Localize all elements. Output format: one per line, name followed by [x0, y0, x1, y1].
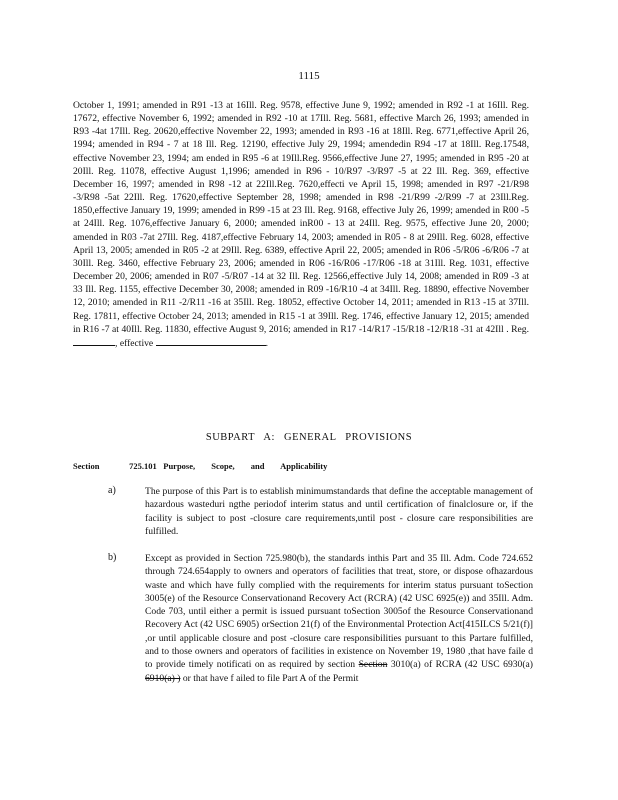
subsection-b-text: [145, 552, 533, 685]
struck-text-section: Section: [358, 659, 388, 671]
history-reg-suffix: ,: [115, 337, 118, 349]
page-number: 1115: [298, 70, 320, 82]
reg-page-blank: [73, 336, 115, 346]
section-heading: [73, 461, 533, 471]
history-text: October 1, 1991; amended in R91 -13 at 16Ill. Reg. 9578, effective June 9, 1992; amended in R92 -1 at 16Ill. Reg. 17672, effective November 6, 1992; amended in R92 -10 at 17Ill. Reg. 5681, effective March 26, 1993; amended in R93 -4at 17Ill. Reg. 20620,effective November 22, 1993; amended in R93 -16 at 18Ill. Reg. 6771,effective April 26, 1994; amended in R94 - 7 at 18 Ill. Reg. 12190, effective July 29, 1994; amendedin R94 -17 at 18Ill. Reg.17548, effective November 23, 1994; am ended in R95 -6 at 19Ill.Reg. 9566,effective June 27, 1995; amended in R95 -20 at 20Ill. Reg. 11078, effective August 1,1996; amended in R96 - 10/R97 -3/R97 -5 at 22 Ill. Reg. 369, effective December 16, 1997; amended in R98 -12 at 22Ill.Reg. 7620,effecti ve April 15, 1998; amended in R97 -21/R98 -3/R98 -5at 22Ill. Reg. 17620,effective September 28, 1998; amended in R98 -21/R99 -2/R99 -7 at 23Ill.Reg. 1850,effective January 19, 1999; amended in R99 -15 at 23 Ill. Reg. 9168, effective July 26, 1999; amended in R00 -5 at 24Ill. Reg. 1076,effective January 6, 2000; amended inR00 - 13 at 24Ill. Reg. 9575, effective June 20, 2000; amended in R03 -7at 27Ill. Reg. 4187,effective February 14, 2003; amended in R05 - 8 at 29Ill. Reg. 6028, effective April 13, 2005; amended in R05 -2 at 29Ill. Reg. 6389, effective April 22, 2005; amended in R06 -5/R06 -6/R06 -7 at 30Ill. Reg. 3460, effective February 23, 2006; amended in R06 -16/R06 -17/R06 -18 at 31Ill. Reg. 1031, effective December 20, 2006; amended in R07 -5/R07 -14 at 32 Ill. Reg. 12566,effective July 14, 2008; amended in R09 -3 at 33 Ill. Reg. 1155, effective December 30, 2008; amended in R09 -16/R10 -4 at 34Ill. Reg. 18890, effective November 12, 2010; amended in R11 -2/R11 -16 at 35Ill. Reg. 18052, effective October 14, 2011; amended in R13 -15 at 37Ill. Reg. 17811, effective October 24, 2013; amended in R15 -1 at 39Ill. Reg. 1746, effective January 12, 2015; amended in R16 -7 at 40Ill. Reg. 11830, effective August 9, 2016; amended in R17 -14/R17 -15/R18 -12/R18 -31 at 42Ill . Reg.: [73, 100, 529, 335]
section-number: 725.101: [129, 461, 157, 471]
subsection-b-text-2: 3010(a) of RCRA (42 USC 6930(a): [390, 659, 533, 671]
subsection-b: [108, 552, 533, 685]
subsection-b-text-1: Except as provided in Section 725.980(b), the standards inthis Part and 35 Ill. Adm. Code 724.652 through 724.654apply to owners and operators of facilities that treat, store, or dispose ofhazardous waste and which have fully complied with the requirements for interim status pursuant toSection 3005(e) of the Resource Conservationand Recovery Act (RCRA) (42 USC 6925(e)) and 35Ill. Adm. Code 703, until either a permit is issued pursuant toSection 3005of the Resource Conservationand Recovery Act (42 USC 6905) orSection 21(f) of the Environmental Protection Act[415ILCS 5/21(f)] ,or until applicable closure and post -closure care responsibilities pursuant to this Partare fulfilled, and to those owners and operators of facilities in existence on November 19, 1980 ,that have faile d to provide timely notificati on as required by section: [145, 553, 533, 671]
history-end: .: [265, 337, 269, 349]
section-title: Purpose, Scope, and Applicability: [163, 461, 328, 471]
effective-date-blank: [156, 336, 266, 346]
subsection-b-text-3: or that have f ailed to file Part A of the Permit: [182, 672, 359, 684]
section-label: Section: [73, 461, 100, 471]
subsection-b-label: b): [108, 552, 117, 563]
subsection-a: [108, 485, 533, 538]
subsection-a-text: The purpose of this Part is to establish minimumstandards that define the acceptable management of hazardous wasteduri ngthe periodof interim status and until certification of finalclosure or, if the facility is subject to post -closure care requirements,until post - closure care responsibilities are fulfilled.: [145, 486, 533, 537]
subpart-heading: SUBPART A: GENERAL PROVISIONS: [205, 432, 413, 443]
history-effective-label: effective: [119, 337, 154, 349]
struck-text-usc: 6910(a) ): [145, 672, 181, 684]
history-note: [73, 99, 529, 350]
subsection-a-label: a): [108, 485, 116, 496]
